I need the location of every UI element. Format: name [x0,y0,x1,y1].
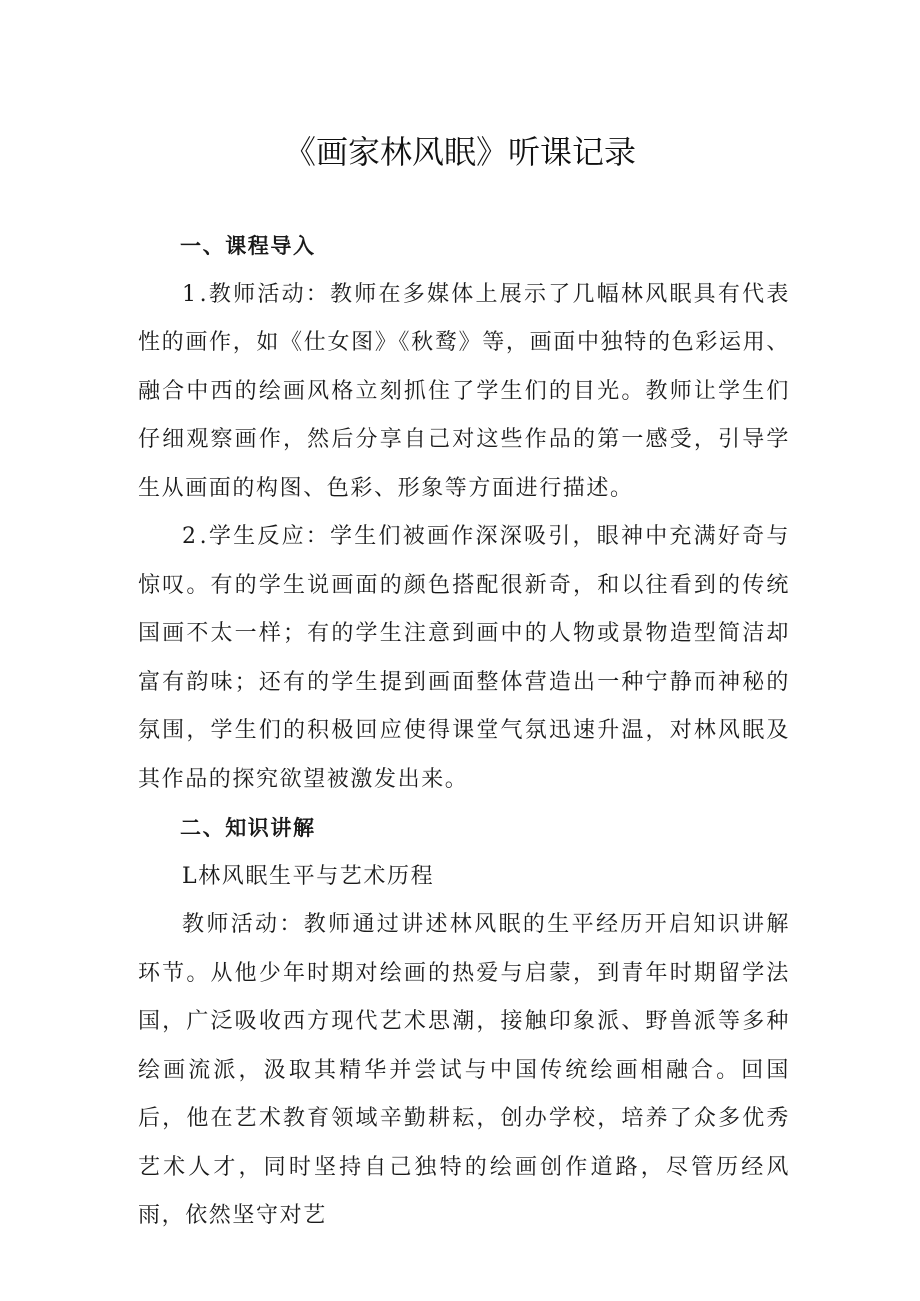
paragraph-text: .学生反应：学生们被画作深深吸引，眼神中充满好奇与惊叹。有的学生说画面的颜色搭配很新奇，和以往看到的传统国画不太一样；有的学生注意到画中的人物或景物造型简洁却富有韵味；还有的学生提到画面整体营造出一种宁静而神秘的氛围，学生们的积极回应使得课堂气氛迅速升温，对林风眠及其作品的探究欲望被激发出来。 [138,524,790,792]
paragraph-student-reaction [138,513,790,804]
document-body [138,222,790,1241]
paragraph-text: .教师活动：教师在多媒体上展示了几幅林风眠具有代表性的画作，如《仕女图》《秋鹜》等，画面中独特的色彩运用、融合中西的绘画风格立刻抓住了学生们的目光。教师让学生们仔细观察画作，然后分享自己对这些作品的第一感受，引导学生从画面的构图、色彩、形象等方面进行描述。 [138,281,790,501]
paragraph-number: 2 [182,524,198,549]
section-heading-intro: 一、课程导入 [180,234,316,258]
paragraph-number: 1 [182,281,198,307]
page-title: 《画家林风眠》听课记录 [283,133,636,171]
section-heading-knowledge: 二、知识讲解 [180,816,316,840]
paragraph-biography: 教师活动：教师通过讲述林风眠的生平经历开启知识讲解环节。从他少年时期对绘画的热爱与启蒙，到青年时期留学法国，广泛吸收西方现代艺术思潮，接触印象派、野兽派等多种绘画流派，汲取其精华并尝试与中国传统绘画相融合。回国后，他在艺术教育领域辛勤耕耘，创办学校，培养了众多优秀艺术人才，同时坚持自己独特的绘画创作道路，尽管历经风雨，依然坚守对艺 [138,912,790,1228]
subsection-heading-biography: L林风眠生平与艺术历程 [182,863,435,889]
paragraph-teacher-activity [138,271,790,514]
